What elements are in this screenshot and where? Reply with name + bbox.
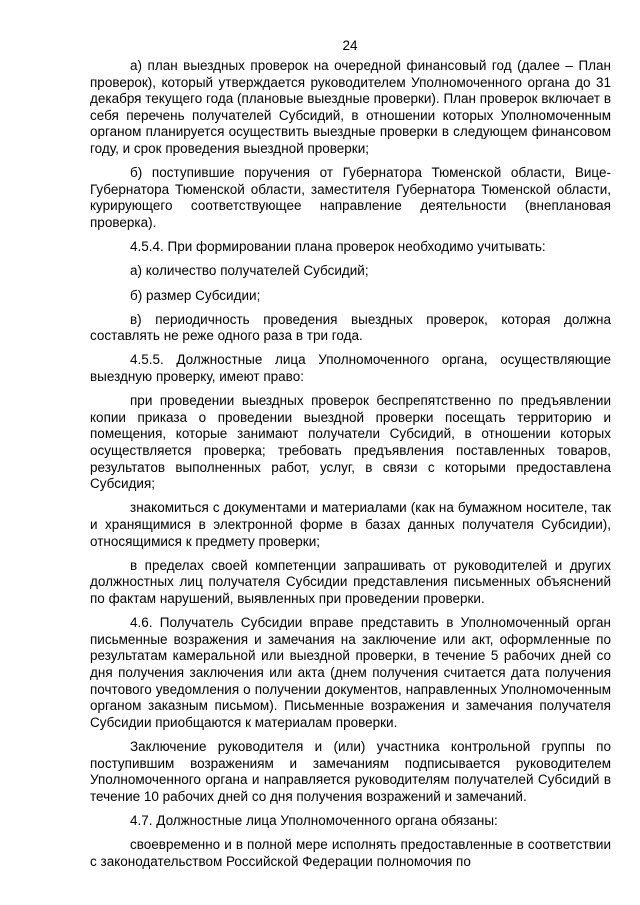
paragraph-inspection-frequency: в) периодичность проведения выездных проверок, которая должна составлять не реже одного раза в три года.	[90, 311, 611, 344]
paragraph-right-to-visit: при проведении выездных проверок беспрепятственно по предъявлении копии приказа о проведении выездной проверки посещать территорию и помещения, которые занимают получатели Субсидий, в отношении которых осуществляется проверка; требовать предъявления поставленных товаров, результатов выполненных работ, услуг, в связи с которыми предоставлена Субсидия;	[90, 393, 611, 492]
paragraph-governor-orders: б) поступившие поручения от Губернатора Тюменской области, Вице-Губернатора Тюменской области, заместителя Губернатора Тюменской области, курирующего соответствующее направление деятельности (внеплановая проверка).	[90, 165, 611, 230]
paragraph-4-7: 4.7. Должностные лица Уполномоченного органа обязаны:	[130, 812, 498, 828]
paragraph-conclusion-on-objections: Заключение руководителя и (или) участника контрольной группы по поступившим возражениям и замечаниям подписывается руководителем Уполномоченного органа и направляется руководителям получателей Субсидий в течение 10 рабочих дней со дня получения возражений и замечаний.	[90, 738, 611, 804]
paragraph-plan-of-inspections: а) план выездных проверок на очередной финансовый год (далее – План проверок), который утверждается руководителем Уполномоченного органа до 31 декабря текущего года (плановые выездные проверки). План проверок включает в себя перечень получателей Субсидий, в отношении которых Уполномоченным органом планируется осуществить выездные проверки в следующем финансовом году, и срок проведения выездной проверки;	[90, 58, 611, 156]
paragraph-4-6: 4.6. Получатель Субсидии вправе представить в Уполномоченный орган письменные возражения и замечания на заключение или акт, оформленные по результатам камеральной или выездной проверки, в течение 5 рабочих дней со дня получения заключения или акта (днем получения считается дата получения почтового уведомления о получении документов, направленных Уполномоченным органом заказным письмом). Письменные возражения и замечания получателя Субсидии приобщаются к материалам проверки.	[90, 615, 611, 730]
document-body	[90, 58, 611, 878]
page-number: 24	[342, 38, 358, 53]
paragraph-subsidy-size: б) размер Субсидии;	[130, 287, 261, 303]
paragraph-obligations: своевременно и в полной мере исполнять предоставленные в соответствии с законодательством Российской Федерации полномочия по	[90, 837, 611, 869]
paragraph-4-5-4: 4.5.4. При формировании плана проверок необходимо учитывать:	[130, 239, 546, 255]
paragraph-right-to-review-documents: знакомиться с документами и материалами (как на бумажном носителе, так и хранящимися в электронной форме в базах данных получателя Субсидии), относящимися к предмету проверки;	[90, 500, 611, 549]
paragraph-4-5-5: 4.5.5. Должностные лица Уполномоченного органа, осуществляющие выездную проверку, имеют право:	[90, 352, 611, 385]
paragraph-recipients-count: а) количество получателей Субсидий;	[130, 263, 369, 279]
paragraph-right-to-request-explanations: в пределах своей компетенции запрашивать от руководителей и других должностных лиц получателя Субсидии представления письменных объяснений по фактам нарушений, выявленных при проведении проверки.	[90, 557, 611, 606]
